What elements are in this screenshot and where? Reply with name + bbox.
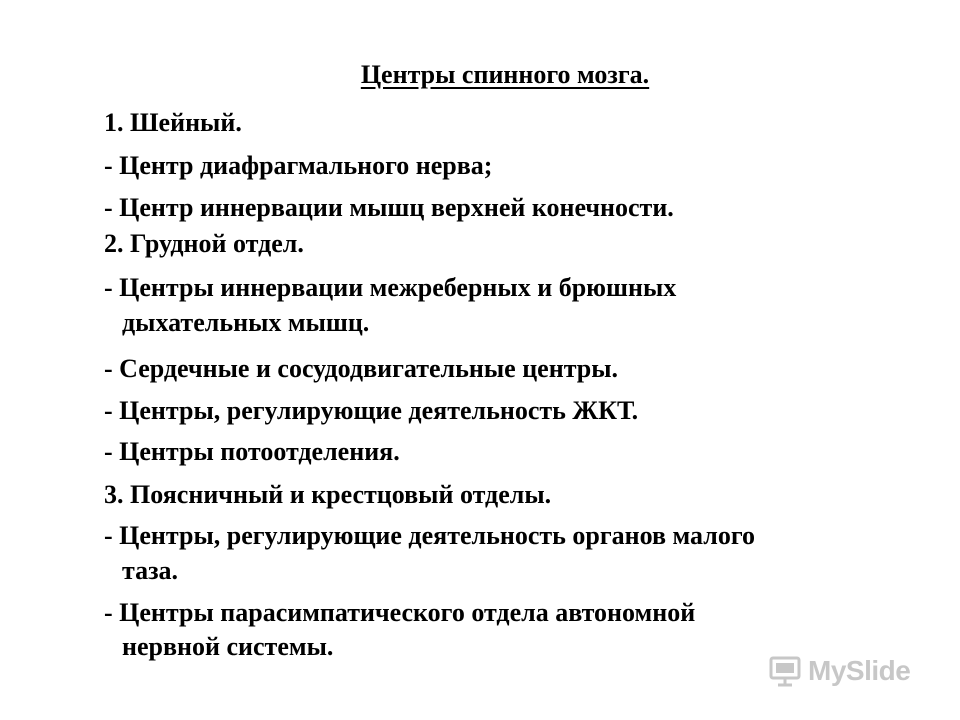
list-item-cardiac-center: - Сердечные и сосудодвигательные центры. [104, 354, 619, 383]
list-item-sweat-center: - Центры потоотделения. [104, 437, 400, 466]
list-item-parasympathetic-center-cont: нервной системы. [122, 632, 334, 661]
list-item-cervical: 1. Шейный. [104, 108, 242, 137]
list-item-thoracic: 2. Грудной отдел. [104, 229, 304, 258]
list-item-intercostal-center: - Центры иннервации межреберных и брюшных [104, 273, 677, 302]
slide-title: Центры спинного мозга. [360, 60, 650, 89]
list-item-diaphragm-center: - Центр диафрагмального нерва; [104, 151, 493, 180]
list-item-parasympathetic-center: - Центры парасимпатического отдела автономной [104, 598, 696, 627]
list-item-lumbar-sacral: 3. Поясничный и крестцовый отделы. [104, 480, 552, 509]
presentation-screen-icon [768, 654, 802, 688]
watermark [768, 654, 910, 688]
list-item-upper-limb-center: - Центр иннервации мышц верхней конечности. [104, 193, 674, 222]
list-item-pelvic-center-cont: таза. [122, 556, 179, 585]
list-item-pelvic-center: - Центры, регулирующие деятельность органов малого [104, 521, 756, 550]
watermark-text: MySlide [808, 655, 911, 686]
list-item-intercostal-center-cont: дыхательных мышц. [122, 308, 370, 337]
list-item-gi-center: - Центры, регулирующие деятельность ЖКТ. [104, 396, 639, 425]
